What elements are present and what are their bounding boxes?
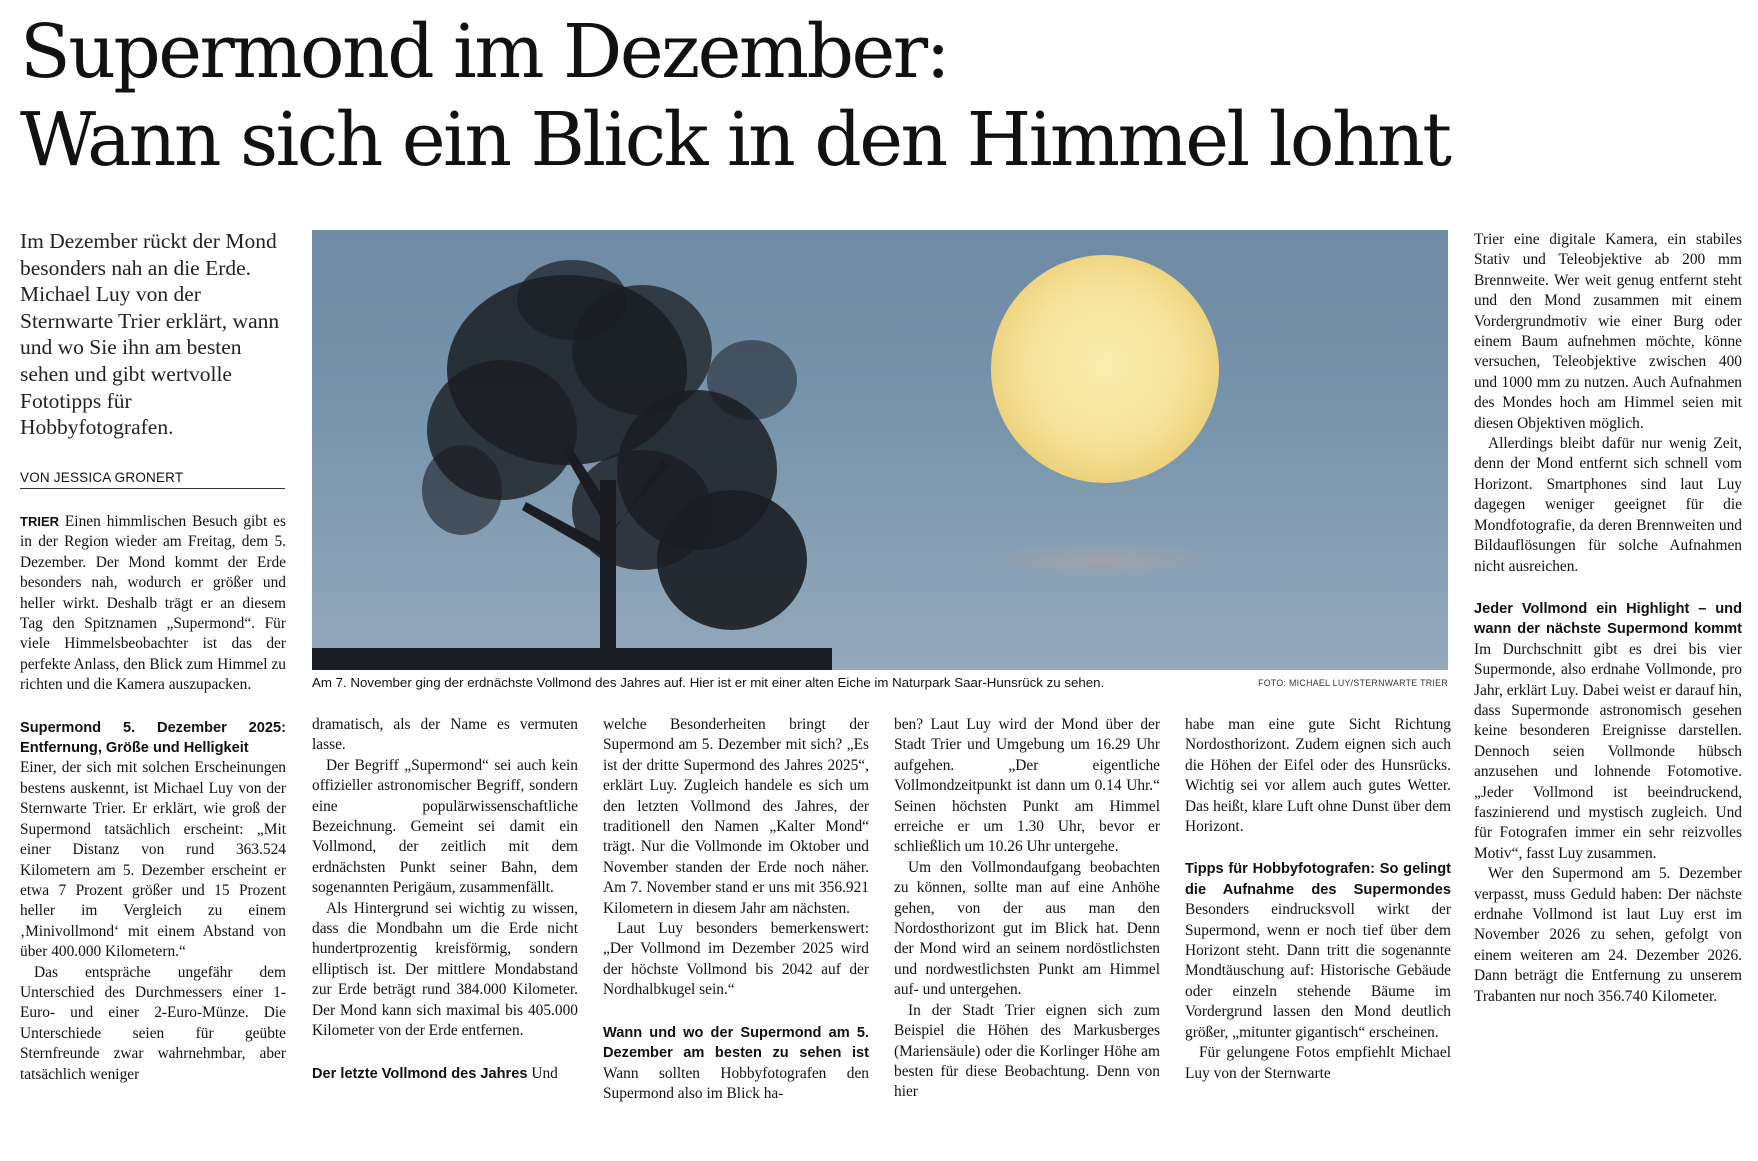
caption-text: Am 7. November ging der erdnächste Vollmond des Jahres auf. Hier ist er mit einer alten Eiche im Naturpark Saar-Hunsrück zu sehen. bbox=[312, 675, 1105, 690]
photo-caption bbox=[312, 675, 1448, 690]
column-1-paragraph-1 bbox=[20, 512, 286, 696]
column-3-paragraph-3: Wann sollten Hobbyfotografen den Supermond also im Blick ha- bbox=[603, 1064, 869, 1102]
column-6 bbox=[1474, 230, 1742, 1007]
headline-line-1: Supermond im Dezember: bbox=[20, 9, 949, 95]
column-2-heading bbox=[312, 1064, 578, 1084]
column-1-heading bbox=[20, 718, 286, 759]
column-5 bbox=[1185, 715, 1451, 1084]
headline-line-2: Wann sich ein Blick in den Himmel lohnt bbox=[20, 97, 1450, 183]
photo-credit: FOTO: MICHAEL LUY/STERNWARTE TRIER bbox=[1258, 678, 1448, 688]
column-4-paragraph-2: Um den Vollmondaufgang beobachten zu können, sollte man auf eine Anhöhe gehen, von der aus man den Nordosthorizont gut im Blick hat. Denn der Mond wird an seinem nordöstlichsten und nordwestlichsten Punkt am Himmel auf- und untergehen. bbox=[894, 858, 1160, 999]
column-2-paragraph-1: dramatisch, als der Name es vermuten lasse. bbox=[312, 716, 578, 754]
column-6-paragraph-2: Allerdings bleibt dafür nur wenig Zeit, denn der Mond entfernt sich schnell vom Horizont. Smartphones sind laut Luy dagegen weniger geeignet für die Mondfotografie, da deren Brennweiten und Bildauflösungen für solche Aufnahmen nicht ausreichen. bbox=[1474, 435, 1742, 575]
column-1-paragraph-1-text: Einen himmlischen Besuch gibt es in der Region wieder am Freitag, dem 5. Dezember. Der Mond kommt der Erde besonders nah, wodurch er größer und heller wirkt. Deshalb trägt er an diesem Tag den Spitznamen „Supermond“. Für viele Himmelsbeobachter ist das der perfekte Anlass, den Blick zum Himmel zu richten und die Kamera auszupacken. bbox=[20, 513, 286, 694]
column-4-paragraph-3: In der Stadt Trier eignen sich zum Beispiel die Höhen des Markusberges (Mariensäule) oder die Korlinger Höhe am besten für diese Beobachtung. Denn von hier bbox=[894, 1001, 1160, 1101]
column-6-paragraph-1: Trier eine digitale Kamera, ein stabiles Stativ und Teleobjektive ab 200 mm Brennweite. Wer weit genug entfernt steht und den Mond zusammen mit einem Vordergrundmotiv wie einer Burg oder einem Baum aufnehmen möchte, könne versuchen, Teleobjektive zwischen 400 und 1000 mm zu nutzen. Auch Aufnahmen des Mondes hoch am Himmel seien mit diesen Objektiven möglich. bbox=[1474, 231, 1742, 432]
headline bbox=[20, 8, 1720, 184]
column-2 bbox=[312, 715, 578, 1084]
column-3-paragraph-1: welche Besonderheiten bringt der Supermond am 5. Dezember mit sich? „Es ist der dritte Supermond des Jahres 2025“, erklärt Luy. Zugleich handele es sich um den letzten Vollmond des Jahres, der traditionell den Namen „Kalter Mond“ trägt. Nur die Vollmonde im Oktober und November standen der Erde noch näher. Am 7. November stand er uns mit 356.921 Kilometern in diesem Jahr am nächsten. bbox=[603, 716, 869, 917]
column-2-paragraph-4: Und bbox=[531, 1064, 558, 1082]
column-1-paragraph-2: Einer, der sich mit solchen Erscheinungen bestens auskennt, ist Michael Luy von der Sternwarte Trier. Er erklärt, wie groß der Supermond tatsächlich erscheint: „Mit einer Distanz von rund 363.524 Kilometern am 5. Dezember erscheint er etwa 7 Prozent größer und 15 Prozent heller im Vergleich zu einem ‚Minivollmond‘ mit einem Abstand von über 400.000 Kilometern.“ bbox=[20, 759, 286, 961]
column-1 bbox=[20, 512, 286, 1085]
oak-tree-silhouette bbox=[312, 260, 832, 670]
column-3-heading bbox=[603, 1023, 869, 1105]
column-6-paragraph-4: Wer den Supermond am 5. Dezember verpasst, muss Geduld haben: Der nächste erdnahe Vollmond ist laut Luy erst im November 2026 zu sehen, gefolgt von einem weiteren am 24. Dezember 2026. Dann beträgt die Entfernung zu unserem Trabanten nur noch 356.740 Kilometer. bbox=[1474, 865, 1742, 1005]
column-6-heading-text: Jeder Vollmond ein Highlight – und wann der nächste Supermond kommt bbox=[1474, 600, 1742, 638]
column-6-heading bbox=[1474, 599, 1742, 864]
column-2-heading-text: Der letzte Vollmond des Jahres bbox=[312, 1065, 528, 1082]
column-5-paragraph-3: Für gelungene Fotos empfiehlt Michael Luy von der Sternwarte bbox=[1185, 1044, 1451, 1082]
moon-photo bbox=[312, 230, 1448, 670]
teaser: Im Dezember rückt der Mond besonders nah an die Erde. Michael Luy von der Sternwarte Trier erklärt, wann und wo Sie ihn am besten sehen und gibt wertvolle Fototipps für Hobbyfotografen. bbox=[20, 229, 280, 440]
column-1-paragraph-3: Das entspräche ungefähr dem Unterschied des Durchmessers einer 1-Euro- und einer 2-Euro-Münze. Die Unterschiede seien für geübte Sternfreunde zwar wahrnehmbar, aber tatsächlich weniger bbox=[20, 963, 286, 1083]
column-4-paragraph-1: ben? Laut Luy wird der Mond über der Stadt Trier und Umgebung um 16.29 Uhr aufgehen. „Der eigentliche Vollmondzeitpunkt ist dann um 0.14 Uhr.“ Seinen höchsten Punkt am Himmel erreiche er um 1.30 Uhr, bevor er schließlich um 10.26 Uhr untergehe. bbox=[894, 716, 1160, 856]
column-5-paragraph-1: habe man eine gute Sicht Richtung Nordosthorizont. Zudem eignen sich auch die Höhen der Eifel oder des Hunsrücks. Wichtig sei vor allem auch gutes Wetter. Das heißt, klare Luft ohne Dunst über dem Horizont. bbox=[1185, 716, 1451, 836]
column-4 bbox=[894, 715, 1160, 1103]
moon-photo-illustration bbox=[312, 230, 1448, 670]
column-5-heading bbox=[1185, 859, 1451, 1043]
column-1-heading-text: Supermond 5. Dezember 2025: Entfernung, Größe und Helligkeit bbox=[20, 719, 286, 757]
column-3-heading-text: Wann und wo der Supermond am 5. Dezember am besten zu sehen ist bbox=[603, 1024, 869, 1062]
column-3 bbox=[603, 715, 869, 1104]
author-byline: VON JESSICA GRONERT bbox=[20, 470, 285, 489]
column-3-paragraph-2: Laut Luy besonders bemerkenswert: „Der Vollmond im Dezember 2025 wird der höchste Vollmond bis 2042 auf der Nordhalbkugel sein.“ bbox=[603, 920, 869, 999]
column-5-heading-text: Tipps für Hobbyfotografen: So gelingt die Aufnahme des Supermondes bbox=[1185, 861, 1451, 898]
dateline: TRIER bbox=[20, 514, 59, 529]
moon bbox=[991, 255, 1219, 483]
haze bbox=[982, 542, 1222, 578]
column-6-paragraph-3: Im Durchschnitt gibt es drei bis vier Supermonde, also erdnahe Vollmonde, pro Jahr, erklärt Luy. Dabei weist er darauf hin, dass Supermonde astronomisch gesehen keine besonderen Ereignisse darstellen. Dennoch seien Vollmonde hübsch anzusehen und lohnende Fotomotive. „Jeder Vollmond ist beeindruckend, faszinierend und mystisch zugleich. Und für Fotografen immer ein sehr reizvolles Motiv“, fasst Luy zusammen. bbox=[1474, 640, 1742, 862]
column-2-paragraph-2: Der Begriff „Supermond“ sei auch kein offizieller astronomischer Begriff, sondern eine populärwissenschaftliche Bezeichnung. Gemeint sei damit ein Vollmond, der zeitlich mit dem erdnächsten Punkt seiner Bahn, dem sogenannten Perigäum, zusammenfällt. bbox=[312, 756, 578, 897]
column-5-paragraph-2: Besonders eindrucksvoll wirkt der Supermond, wenn er noch tief über dem Horizont steht. Dann tritt die sogenannte Mondtäuschung auf: Historische Gebäude oder einzeln stehende Bäume im Vordergrund lassen den Mond deutlich größer, „mitunter gigantisch“ erscheinen. bbox=[1185, 901, 1451, 1041]
column-2-paragraph-3: Als Hintergrund sei wichtig zu wissen, dass die Mondbahn um die Erde nicht hundertprozentig kreisförmig, sondern elliptisch ist. Der mittlere Mondabstand zur Erde beträgt rund 384.000 Kilometer. Der Mond kann sich maximal bis 405.000 Kilometer von der Erde entfernen. bbox=[312, 899, 578, 1040]
